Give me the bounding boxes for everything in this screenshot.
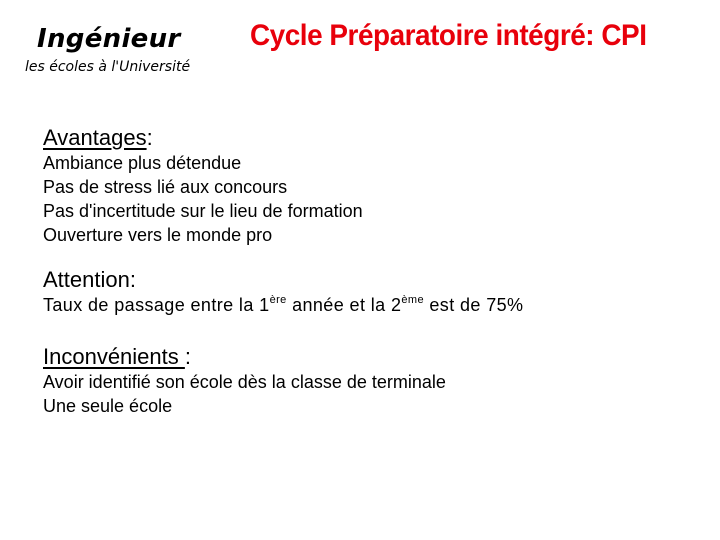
list-item: Ouverture vers le monde pro (43, 225, 273, 245)
heading-colon: : (184, 344, 191, 369)
pass-rate-sup-1: ère (269, 294, 287, 306)
list-item: Ambiance plus détendue (43, 153, 242, 173)
list-item: Avoir identifié son école dès la classe de terminale (43, 372, 446, 392)
section-heading-inconvenients (43, 344, 446, 370)
brand-subtitle: les écoles à l'Université (25, 59, 191, 75)
pass-rate-text-1: Taux de passage entre la 1 (43, 295, 270, 315)
section-avantages (43, 125, 363, 247)
list-item: Pas d'incertitude sur le lieu de formation (43, 201, 363, 221)
section-heading-attention: Attention: (43, 267, 136, 292)
list-item: Une seule école (43, 396, 173, 416)
section-heading-avantages (43, 125, 363, 151)
list-item: Pas de stress lié aux concours (43, 177, 288, 197)
section-inconvenients (43, 344, 446, 418)
heading-text: Avantages (43, 125, 147, 150)
heading-text: Inconvénients (43, 344, 185, 369)
brand-title: Ingénieur (37, 24, 181, 54)
pass-rate-text-2: année et la 2 (286, 295, 402, 315)
heading-colon: : (146, 125, 153, 150)
slide-title: Cycle Préparatoire intégré: CPI (250, 19, 647, 52)
pass-rate-text-3: est de 75% (423, 295, 524, 315)
section-attention (43, 267, 523, 317)
pass-rate-sup-2: ème (401, 294, 424, 306)
pass-rate-line (43, 293, 523, 317)
